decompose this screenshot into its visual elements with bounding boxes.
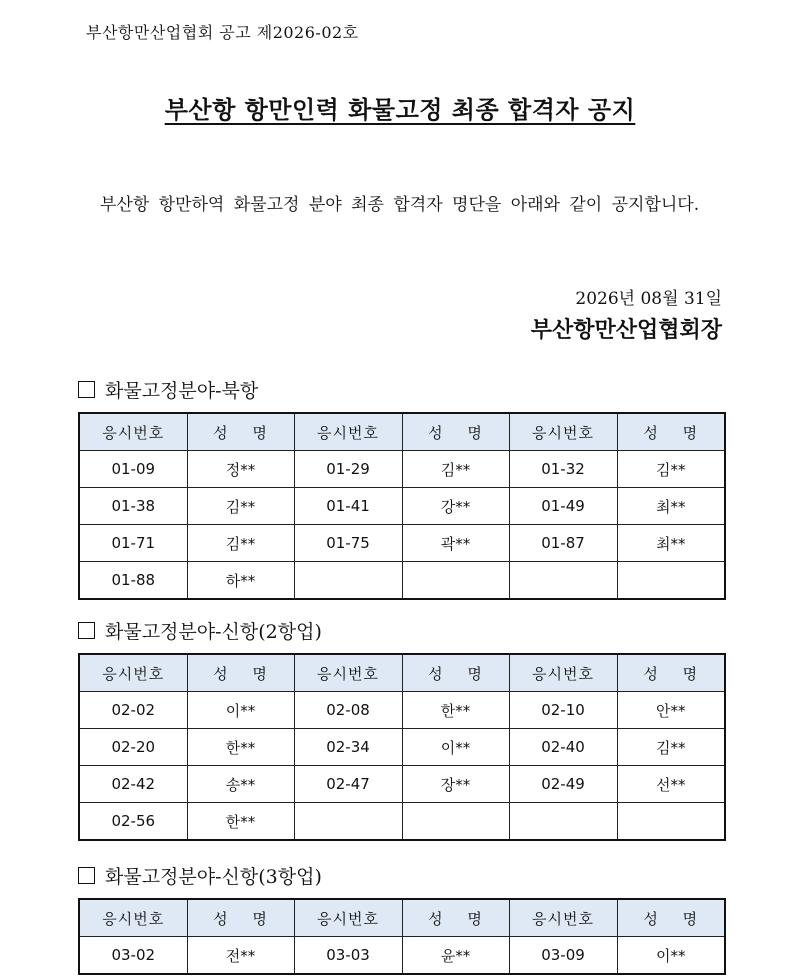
table-header-row: [79, 413, 725, 451]
name-header: 성 명: [617, 413, 725, 451]
exam-number-header: 응시번호: [79, 654, 187, 692]
exam-number-cell: 02-34: [294, 729, 402, 766]
exam-number-cell: 01-38: [79, 488, 187, 525]
exam-number-cell: 02-56: [79, 803, 187, 841]
exam-number-cell: 01-09: [79, 451, 187, 488]
exam-number-cell: 02-49: [509, 766, 617, 803]
exam-number-cell: 01-49: [509, 488, 617, 525]
candidate-name-cell: [402, 803, 509, 841]
exam-number-header: 응시번호: [509, 899, 617, 937]
candidate-name-cell: 윤**: [402, 937, 509, 975]
exam-number-cell: 01-88: [79, 562, 187, 600]
candidate-name-cell: 장**: [402, 766, 509, 803]
exam-number-cell: 01-41: [294, 488, 402, 525]
exam-number-header: 응시번호: [509, 413, 617, 451]
results-section: [78, 864, 726, 975]
exam-number-cell: 02-47: [294, 766, 402, 803]
candidate-name-cell: 김**: [187, 488, 294, 525]
results-table: [78, 412, 726, 600]
table-row: [79, 766, 725, 803]
name-header: 성 명: [187, 899, 294, 937]
name-header: 성 명: [617, 899, 725, 937]
candidate-name-cell: 하**: [187, 562, 294, 600]
candidate-name-cell: 한**: [187, 729, 294, 766]
exam-number-cell: 02-02: [79, 692, 187, 729]
section-heading: [78, 378, 726, 404]
table-header-row: [79, 899, 725, 937]
section-heading-text: 화물고정분야-북항: [105, 380, 259, 402]
exam-number-cell: [294, 562, 402, 600]
candidate-name-cell: [617, 803, 725, 841]
candidate-name-cell: 곽**: [402, 525, 509, 562]
results-table: [78, 898, 726, 975]
exam-number-cell: 02-42: [79, 766, 187, 803]
checkbox-square-icon: [78, 867, 95, 884]
exam-number-header: 응시번호: [79, 899, 187, 937]
exam-number-cell: 02-40: [509, 729, 617, 766]
candidate-name-cell: 김**: [187, 525, 294, 562]
exam-number-header: 응시번호: [509, 654, 617, 692]
results-section: [78, 619, 726, 841]
candidate-name-cell: [617, 562, 725, 600]
announcement-date: 2026년 08월 31일: [575, 289, 722, 309]
exam-number-cell: [509, 562, 617, 600]
name-header: 성 명: [402, 899, 509, 937]
section-heading: [78, 619, 726, 645]
results-table: [78, 653, 726, 841]
candidate-name-cell: 강**: [402, 488, 509, 525]
candidate-name-cell: 한**: [402, 692, 509, 729]
section-heading-text: 화물고정분야-신항(2항업): [105, 621, 322, 643]
checkbox-square-icon: [78, 622, 95, 639]
name-header: 성 명: [402, 654, 509, 692]
exam-number-cell: 03-03: [294, 937, 402, 975]
issuer-name: 부산항만산업협회장: [530, 318, 722, 343]
exam-number-cell: 02-10: [509, 692, 617, 729]
announcement-text: 부산항 항만하역 화물고정 분야 최종 합격자 명단을 아래와 같이 공지합니다.: [100, 195, 700, 215]
table-row: [79, 451, 725, 488]
exam-number-cell: 01-71: [79, 525, 187, 562]
candidate-name-cell: 최**: [617, 525, 725, 562]
exam-number-cell: 02-20: [79, 729, 187, 766]
candidate-name-cell: 김**: [617, 729, 725, 766]
exam-number-header: 응시번호: [294, 654, 402, 692]
table-row: [79, 525, 725, 562]
section-heading-text: 화물고정분야-신항(3항업): [105, 866, 322, 888]
notice-number: 부산항만산업협회 공고 제2026-02호: [86, 23, 359, 42]
name-header: 성 명: [402, 413, 509, 451]
name-header: 성 명: [187, 654, 294, 692]
candidate-name-cell: 안**: [617, 692, 725, 729]
name-header: 성 명: [617, 654, 725, 692]
candidate-name-cell: 정**: [187, 451, 294, 488]
exam-number-cell: 02-08: [294, 692, 402, 729]
exam-number-cell: 01-29: [294, 451, 402, 488]
candidate-name-cell: 전**: [187, 937, 294, 975]
exam-number-cell: 03-02: [79, 937, 187, 975]
name-header: 성 명: [187, 413, 294, 451]
checkbox-square-icon: [78, 381, 95, 398]
candidate-name-cell: 이**: [617, 937, 725, 975]
exam-number-header: 응시번호: [79, 413, 187, 451]
candidate-name-cell: 이**: [187, 692, 294, 729]
table-row: [79, 937, 725, 975]
exam-number-cell: 01-75: [294, 525, 402, 562]
table-row: [79, 692, 725, 729]
exam-number-cell: 01-32: [509, 451, 617, 488]
candidate-name-cell: [402, 562, 509, 600]
table-header-row: [79, 654, 725, 692]
section-heading: [78, 864, 726, 890]
exam-number-header: 응시번호: [294, 413, 402, 451]
results-section: [78, 378, 726, 600]
table-row: [79, 729, 725, 766]
candidate-name-cell: 최**: [617, 488, 725, 525]
exam-number-cell: [509, 803, 617, 841]
exam-number-cell: [294, 803, 402, 841]
document-title: 부산항 항만인력 화물고정 최종 합격자 공지: [164, 96, 636, 124]
exam-number-header: 응시번호: [294, 899, 402, 937]
exam-number-cell: 01-87: [509, 525, 617, 562]
candidate-name-cell: 한**: [187, 803, 294, 841]
candidate-name-cell: 선**: [617, 766, 725, 803]
table-row: [79, 488, 725, 525]
table-row: [79, 803, 725, 841]
candidate-name-cell: 김**: [617, 451, 725, 488]
candidate-name-cell: 김**: [402, 451, 509, 488]
table-row: [79, 562, 725, 600]
candidate-name-cell: 이**: [402, 729, 509, 766]
candidate-name-cell: 송**: [187, 766, 294, 803]
exam-number-cell: 03-09: [509, 937, 617, 975]
